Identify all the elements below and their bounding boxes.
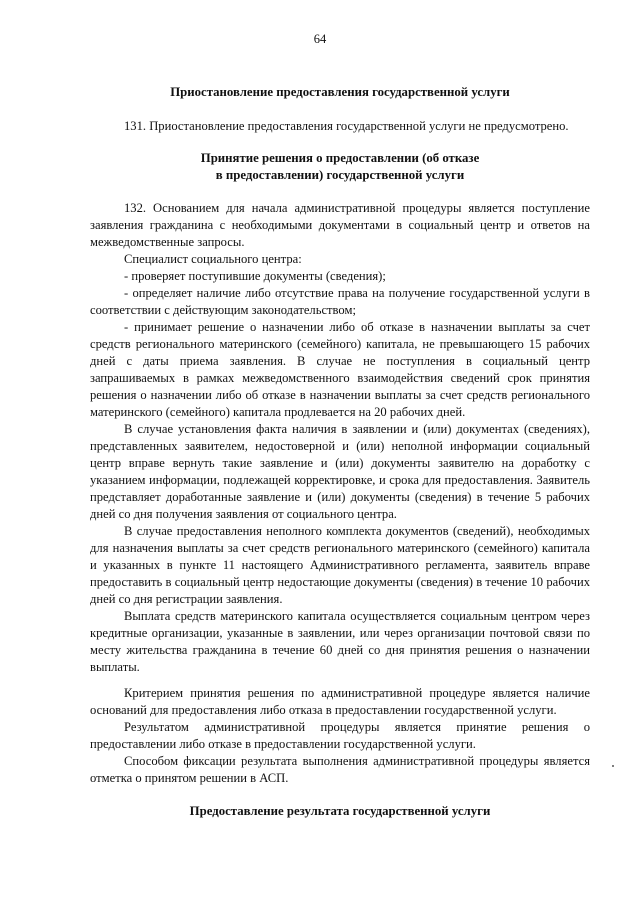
- scan-speck: [612, 765, 614, 767]
- section-heading-result: Предоставление результата государственной услуги: [189, 804, 491, 818]
- paragraph-specialist: Специалист социального центра:: [124, 252, 302, 266]
- section-heading-decision-line2: в предоставлении) государственной услуги: [215, 168, 465, 182]
- page-number: 64: [313, 32, 327, 46]
- list-item-check: - проверяет поступившие документы (сведения);: [124, 269, 386, 283]
- paragraph-fixation: Способом фиксации результата выполнения административной процедуры является отметка о принятом решении в АСП.: [90, 754, 590, 785]
- paragraph-result: Результатом административной процедуры является принятие решения о предоставлении либо отказе в предоставлении государственной услуги.: [90, 720, 590, 751]
- list-item-determine: - определяет наличие либо отсутствие права на получение государственной услуги в соответствии с действующим законодательством;: [90, 286, 590, 317]
- list-item-decide: - принимает решение о назначении либо об отказе в назначении выплаты за счет средств регионального материнского (семейного) капитала, не превышающего 15 рабочих дней с даты приема заявления. В случае не поступления в социальный центр запрашиваемых в рамках межведомственного взаимодействия сведений срок принятия решения о назначении либо об отказе в назначении выплаты за счет средств регионального материнского (семейного) капитала продлевается на 20 рабочих дней.: [90, 320, 590, 419]
- paragraph-132: 132. Основанием для начала административной процедуры является поступление заявления гражданина с необходимыми документами в социальный центр и ответов на межведомственные запросы.: [90, 201, 590, 249]
- paragraph-defects: В случае установления факта наличия в заявлении и (или) документах (сведениях), представленных заявителем, недостоверной и (или) неполной информации социальный центр вправе вернуть такие заявление и (или) документы заявителю на доработку с указанием информации, подлежащей корректировке, и срока для предоставления. Заявитель представляет доработанные заявление и (или) документы (сведения) в течение 5 рабочих дней со дня получения заявления от социального центра.: [90, 422, 590, 521]
- paragraph-payment: Выплата средств материнского капитала осуществляется социальным центром через кредитные организации, указанные в заявлении, или через организации почтовой связи по месту жительства гражданина в течение 60 дней со дня принятия решения о назначении выплаты.: [90, 609, 590, 674]
- section-heading-suspension: Приостановление предоставления государственной услуги: [170, 85, 510, 99]
- paragraph-131: 131. Приостановление предоставления государственной услуги не предусмотрено.: [124, 119, 569, 133]
- paragraph-incomplete: В случае предоставления неполного комплекта документов (сведений), необходимых для назначения выплаты за счет средств регионального материнского (семейного) капитала и указанных в пункте 11 настоящего Административного регламента, заявитель вправе предоставить в социальный центр недостающие документы (сведения) в течение 10 рабочих дней со дня регистрации заявления.: [90, 524, 590, 606]
- section-heading-decision: [90, 150, 590, 184]
- paragraph-criterion: Критерием принятия решения по административной процедуре является наличие оснований для предоставления либо отказа в предоставлении государственной услуги.: [90, 686, 590, 717]
- section-heading-decision-line1: Принятие решения о предоставлении (об отказе: [200, 151, 480, 165]
